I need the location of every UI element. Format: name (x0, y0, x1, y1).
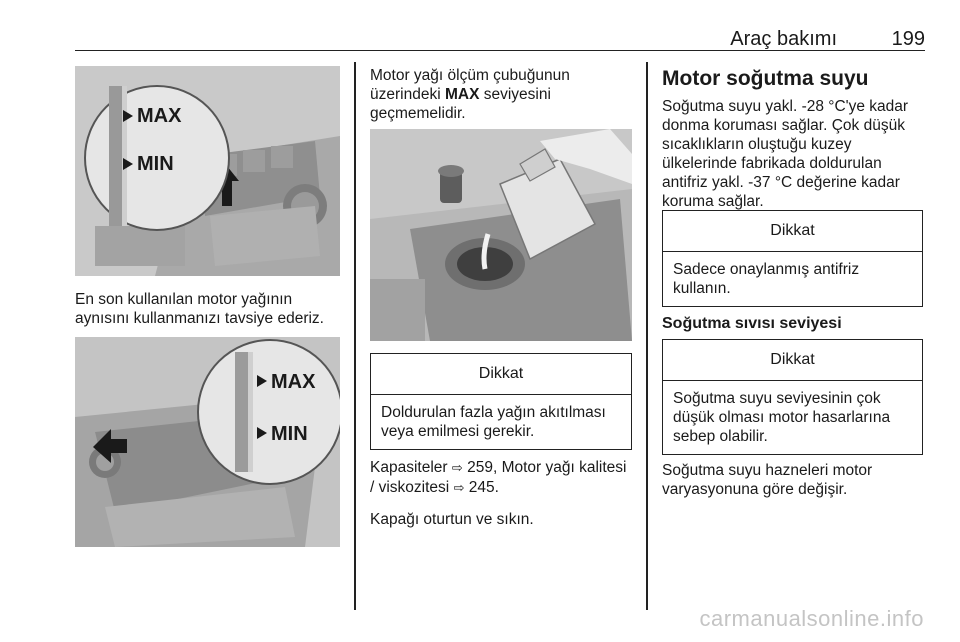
coolant-intro-paragraph: Soğutma suyu yakl. -28 °C'ye kadar donma koruması sağlar. Çok düşük sıcaklıkların oluştuğu kuzey ülkelerinde fabrikada doldurulan antifriz yakl. -37 °C değerine kadar koruma sağlar. (662, 98, 909, 210)
max-label: MAX (137, 105, 182, 127)
page-header (75, 28, 925, 51)
close-cap-paragraph: Kapağı oturtun ve sıkın. (370, 511, 534, 528)
column-3-text (662, 67, 927, 211)
page-ref-arrow-icon: ⇨ (453, 481, 465, 496)
oil-advice-paragraph: En son kullanılan motor yağının aynısını kullanmanızı tavsiye ederiz. (75, 291, 324, 327)
page-ref-link[interactable]: 245 (468, 479, 495, 496)
oil-filling-figure (370, 129, 632, 341)
coolant-level-heading-wrap (662, 314, 927, 334)
warning-note-antifreeze (662, 210, 923, 307)
page-number: 199 (891, 28, 925, 50)
warning-note-coolant-level (662, 339, 923, 455)
max-level-paragraph: Motor yağı ölçüm çubuğunun üzerindeki MAX seviyesini geçmemelidir. (370, 67, 570, 122)
note-body: Sadece onaylanmış antifriz kullanın. (673, 261, 860, 297)
column-2-intro (370, 66, 632, 123)
min-label: MIN (271, 423, 308, 445)
page-ref-arrow-icon: ⇨ (451, 461, 463, 476)
note-body: Doldurulan fazla yağın akıtılması veya emilmesi gerekir. (381, 404, 606, 440)
column-divider (354, 62, 356, 610)
note-heading: Dikkat (371, 354, 631, 395)
column-divider (646, 62, 648, 610)
column-1-text (75, 290, 345, 328)
coolant-level-subtitle: Soğutma sıvısı seviyesi (662, 315, 842, 332)
note-heading: Dikkat (663, 211, 922, 252)
section-title: Araç bakımı (730, 28, 837, 50)
warning-note-oil (370, 353, 632, 450)
engine-dipstick-figure-2 (75, 337, 340, 547)
max-label: MAX (271, 371, 316, 393)
min-label: MIN (137, 153, 174, 175)
note-heading: Dikkat (663, 340, 922, 381)
page-ref-link[interactable]: 259 (467, 459, 493, 476)
column-2-text (370, 458, 632, 529)
watermark: carmanualsonline.info (699, 606, 924, 631)
coolant-section-title: Motor soğutma suyu (662, 67, 869, 90)
column-3-closing (662, 461, 927, 499)
engine-dipstick-figure-1 (75, 66, 340, 276)
note-body: Soğutma suyu seviyesinin çok düşük olması motor hasarlarına sebep olabilir. (673, 390, 891, 445)
coolant-reservoir-paragraph: Soğutma suyu hazneleri motor varyasyonuna göre değişir. (662, 462, 873, 498)
capacity-paragraph: Kapasiteler ⇨ 259, Motor yağı kalitesi / viskozitesi ⇨ 245. (370, 459, 627, 496)
